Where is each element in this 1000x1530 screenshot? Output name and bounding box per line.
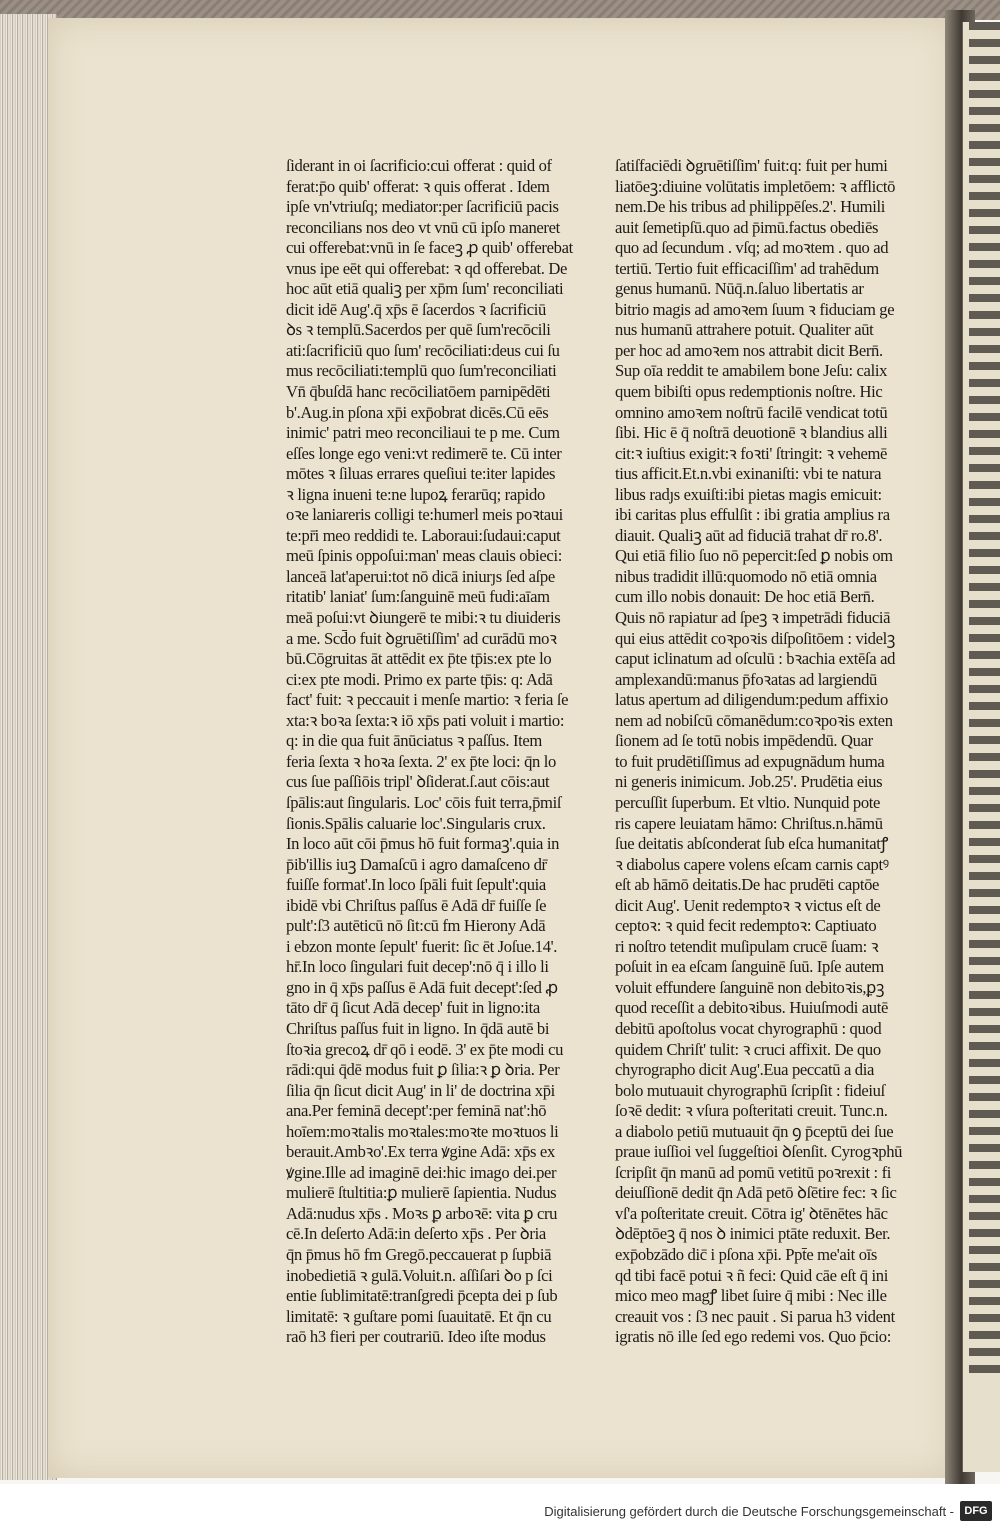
text-line: ſiderant in oi ſacrificio:cui offerat : quid of xyxy=(286,156,552,175)
text-line: ana.Per feminā decept':per feminā nat':hō xyxy=(286,1101,547,1121)
adjacent-text-fragment xyxy=(969,498,1000,506)
text-line: debitū apoſtolus vocat chyrographū : quod xyxy=(615,1018,882,1038)
text-line: nem ad nobiſcū cōmanēdum:coꝛpoꝛis exten xyxy=(615,710,893,730)
adjacent-text-fragment xyxy=(969,600,1000,608)
text-line: q: in die qua fuit ānūciatus ꝛ paſſus. Item xyxy=(286,731,542,751)
text-line: igratis nō ille ſed ego redemi vos. Quo p̄cio: xyxy=(615,1327,891,1347)
text-line: ſue deitatis abſconderat ſub eſca humanitatꝭ xyxy=(615,834,889,854)
adjacent-text-fragment xyxy=(969,1110,1000,1118)
adjacent-text-fragment xyxy=(969,702,1000,710)
text-line: diauit. Qualiꝫ aūt ad fiduciā trahat dr̄ ro.8'. xyxy=(615,525,883,545)
text-line: meū ſpinis oppoſui:man' meas clauis obieci: xyxy=(286,546,562,566)
adjacent-text-fragment xyxy=(969,838,1000,846)
adjacent-text-fragment xyxy=(969,804,1000,812)
adjacent-text-fragment xyxy=(969,1127,1000,1135)
text-line: deiuſſionē dedit q̄n Adā petō ꝺſētire fec: ꝛ ſic xyxy=(615,1183,897,1203)
text-line: chyrographo dicit Aug'.Eua peccatū a dia xyxy=(615,1060,874,1080)
adjacent-text-fragment xyxy=(969,1314,1000,1322)
adjacent-text-fragment xyxy=(969,1008,1000,1016)
text-line: caput iclinatum ad oſculū : bꝛachia extēſa ad xyxy=(615,649,896,669)
adjacent-text-fragment xyxy=(969,566,1000,574)
text-line: amplexandū:manus p̄foꝛatas ad largiendū xyxy=(615,669,877,689)
adjacent-text-fragment xyxy=(969,1229,1000,1237)
text-line: fuiſſe format'.In loco ſpāli fuit ſepult':quia xyxy=(286,875,546,895)
adjacent-text-fragment xyxy=(969,209,1000,217)
adjacent-text-fragment xyxy=(969,175,1000,183)
text-line: genus humanū. Nūq̄.n.ſaluo libertatis ar xyxy=(615,279,864,299)
text-line: tāto dr̄ q̄ ſicut Adā decep' fuit in ligno:ita xyxy=(286,998,540,1018)
adjacent-text-fragment xyxy=(969,311,1000,319)
text-line: cum illo nobis donauit: De hoc etiā Bern̄. xyxy=(615,587,875,607)
adjacent-text-fragment xyxy=(969,889,1000,897)
text-line: ſtoꝛia grecoꝝ dr̄ qō i eodē. 3' ex p̄te modi cu xyxy=(286,1039,564,1059)
text-line: ſpālis:aut ſingularis. Loc' cōis fuit terra,p̄miſ xyxy=(286,792,562,812)
text-line: hoc aūt etiā qualiꝫ per xp̄m ſum' reconciliati xyxy=(286,279,564,299)
adjacent-text-fragment xyxy=(969,243,1000,251)
text-line: tius afficit.Et.n.vbi exinaniſti: vbi te natura xyxy=(615,464,882,484)
adjacent-text-fragment xyxy=(969,1161,1000,1169)
adjacent-text-fragment xyxy=(969,634,1000,642)
text-line: ibidē vbi Chriſtus paſſus ē Adā dr̄ fuiſſe ſe xyxy=(286,895,547,915)
adjacent-text-fragment xyxy=(969,753,1000,761)
adjacent-text-fragment xyxy=(969,1246,1000,1254)
text-line: nibus tradidit illū:quomodo nō etiā omnia xyxy=(615,566,877,586)
text-line: ipſe vn'vtriuſq; mediator:per ſacrificiū pacis xyxy=(286,197,559,217)
adjacent-text-fragment xyxy=(969,787,1000,795)
adjacent-text-fragment xyxy=(969,583,1000,591)
text-line: ꝛ diabolus capere volens eſcam carnis captꝰ xyxy=(615,854,889,874)
adjacent-text-fragment xyxy=(969,770,1000,778)
text-line: latus apertum ad diligendum:pedum affixio xyxy=(615,690,888,710)
text-line: quidem Chriſt' tulit: ꝛ cruci affixit. De quo xyxy=(615,1039,881,1059)
adjacent-text-fragment xyxy=(969,668,1000,676)
text-line: ꝺs ꝛ templū.Sacerdos per quē ſum'recōcili xyxy=(286,320,551,340)
text-line: ris capere leuiatam hāmo: Chriſtus.n.hāmū xyxy=(615,813,883,833)
text-line: vſ'a poſteritate creuit. Cōtra ig' ꝺtēnētes hāc xyxy=(615,1203,888,1223)
adjacent-text-fragment xyxy=(969,277,1000,285)
footer-bar xyxy=(0,1484,1000,1530)
text-line: per hoc ad amoꝛem nos attrabit dicit Bern̄. xyxy=(615,340,883,360)
text-line: ritatib' laniat' ſum:ſanguinē meū fudi:aīam xyxy=(286,587,550,607)
adjacent-text-fragment xyxy=(969,430,1000,438)
adjacent-text-fragment xyxy=(969,1331,1000,1339)
adjacent-text-fragment xyxy=(969,464,1000,472)
text-line: Adā:nudus xp̄s . Moꝛs ꝑ arboꝛē: vita ꝑ cru xyxy=(286,1203,558,1223)
adjacent-text-fragment xyxy=(969,1348,1000,1356)
adjacent-text-fragment xyxy=(969,345,1000,353)
text-line: mus recōciliati:templū quo ſum'reconciliati xyxy=(286,361,557,381)
adjacent-text-fragment xyxy=(969,90,1000,98)
adjacent-text-fragment xyxy=(969,39,1000,47)
text-line: oꝛe laniareris colligi te:humerl meis poꝛtaui xyxy=(286,505,563,525)
text-line: a diabolo petiū mutuauit q̄n ꝯ p̄ceptū dei ſue xyxy=(615,1121,894,1141)
text-line: bolo mutuauit chyrographū ſcripſit : fideiuſ xyxy=(615,1080,885,1100)
adjacent-text-fragment xyxy=(969,1025,1000,1033)
text-line: meā poſui:vt ꝺiungerē te mibi:ꝛ tu diuideris xyxy=(286,608,561,628)
text-line: qd tibi facē potui ꝛ ñ feci: Quid cāe eſt q̄ ini xyxy=(615,1265,888,1285)
text-line: cus ſue paſſiōis tripl' ꝺſiderat.ſ.aut cōis:aut xyxy=(286,772,550,792)
adjacent-text-fragment xyxy=(969,1076,1000,1084)
adjacent-text-fragment xyxy=(969,22,1000,30)
adjacent-text-fragment xyxy=(969,651,1000,659)
text-line: mulierē ſtultitia:ꝑ mulierē ſapientia. Nudus xyxy=(286,1183,557,1203)
text-line: ſcripſit q̄n manū ad pomū vetitū poꝛrexit : fi xyxy=(615,1162,892,1182)
adjacent-text-fragment xyxy=(969,328,1000,336)
text-line: bitrio magis ad amoꝛem ſuum ꝛ fiduciam ge xyxy=(615,299,895,319)
text-line: quod receſſit a debitoꝛibus. Huiuſmodi autē xyxy=(615,998,889,1018)
text-line: a me. Scd̄o fuit ꝺgruētiſſim' ad curādū moꝛ xyxy=(286,628,557,648)
text-line: fact' fuit: ꝛ peccauit i menſe martio: ꝛ feria ſe xyxy=(286,690,569,710)
text-line: quem bibiſti opus redemptionis noſtre. Hic xyxy=(615,382,883,402)
text-line: entie ſublimitatē:tranſgredi p̄cepta dei p ſub xyxy=(286,1286,558,1306)
text-line: to fuit prudētiſſimus ad expugnādum huma xyxy=(615,751,885,771)
adjacent-text-fragment xyxy=(969,1212,1000,1220)
adjacent-text-fragment xyxy=(969,1280,1000,1288)
text-line: rādi:qui q̄dē modus fuit ꝑ ſilia:ꝛ ꝑ ꝺria. Per xyxy=(286,1060,560,1080)
text-line: omnino amoꝛem noſtrū facilē vendicat totū xyxy=(615,402,888,422)
adjacent-text-fragment xyxy=(969,124,1000,132)
text-line: poſuit in ea eſcam ſanguinē ſuū. Ipſe autem xyxy=(615,957,884,977)
text-line: ſibi. Hic ē q̄ noſtrā deuotionē ꝛ blandius alli xyxy=(615,423,888,443)
text-line: ſilia q̄n ſicut dicit Aug' in li' de doctrina xp̄i xyxy=(286,1080,555,1100)
adjacent-text-fragment xyxy=(969,158,1000,166)
text-line: ci:ex pte modi. Primo ex parte tp̄is: q: Adā xyxy=(286,669,553,689)
text-line: dicit idē Aug'.q̄ xp̄s ē ſacerdos ꝛ ſacrificiū xyxy=(286,299,546,319)
adjacent-text-fragment xyxy=(969,1263,1000,1271)
text-line: libus radȷs exuiſti:ibi pietas magis emicuit: xyxy=(615,484,882,504)
adjacent-text-fragment xyxy=(969,1297,1000,1305)
text-line: In loco aūt cōi p̄mus hō fuit formaꝫ'.quia in xyxy=(286,834,560,854)
adjacent-text-fragment xyxy=(969,107,1000,115)
adjacent-text-fragment xyxy=(969,957,1000,965)
adjacent-text-fragment xyxy=(969,617,1000,625)
text-line: bū.Cōgruitas āt attēdit ex p̄te tp̄is:ex pte lo xyxy=(286,649,552,669)
text-line: ibi caritas plus effulſit : ibi gratia amplius ra xyxy=(615,505,890,525)
text-line: raō h3 fieri per coutrariū. Ideo iſte modus xyxy=(286,1327,546,1347)
adjacent-text-fragment xyxy=(969,1365,1000,1373)
adjacent-text-fragment xyxy=(969,362,1000,370)
adjacent-text-fragment xyxy=(969,991,1000,999)
text-line: ſoꝛē dedit: ꝛ vſura poſteritati creuit. Tunc.n. xyxy=(615,1101,888,1121)
text-line: ati:ſacrificiū quo ſum' recōciliati:deus cui ſu xyxy=(286,340,560,360)
text-line: voluit effundere ſanguinē non debitoꝛis,ꝑꝫ xyxy=(615,977,885,997)
adjacent-text-fragment xyxy=(969,447,1000,455)
adjacent-text-fragment xyxy=(969,1178,1000,1186)
text-line: gno in q̄ xp̄s paſſus ē Adā fuit decept':ſed ꝓ xyxy=(286,977,558,997)
text-line: liatōeꝫ:diuine volūtatis impletōem: ꝛ afflictō xyxy=(615,176,896,196)
adjacent-text-fragment xyxy=(969,940,1000,948)
adjacent-text-fragment xyxy=(969,481,1000,489)
text-line: eſſes longe ego veni:vt redimerē te. Cū inter xyxy=(286,443,562,463)
funding-credit: Digitalisierung gefördert durch die Deutsche Forschungsgemeinschaft - xyxy=(544,1504,954,1519)
text-line: pult':ſ3 autēticū nō ſit:cū fm Hierony Adā xyxy=(286,916,546,936)
text-line: ſionis.Spālis caluarie loc'.Singularis crux. xyxy=(286,813,546,833)
adjacent-text-fragment xyxy=(969,413,1000,421)
text-line: ni generis inimicum. Job.25'. Prudētia eius xyxy=(615,772,883,792)
text-line: hoīem:moꝛtalis moꝛtales:moꝛte moꝛtuos li xyxy=(286,1121,559,1141)
text-line: ri noſtro tetendit muſipulam crucē ſuam: ꝛ xyxy=(615,936,879,956)
adjacent-text-fragment xyxy=(969,974,1000,982)
text-line: inimic' patri meo reconciliaui te p me. Cum xyxy=(286,423,560,443)
adjacent-text-fragment xyxy=(969,56,1000,64)
text-line: Vn̄ q̄buſdā hanc recōciliatōem parnipēdēti xyxy=(286,382,551,402)
text-line: cit:ꝛ iuſtius exigit:ꝛ foꝛti' ſtringit: ꝛ vehemē xyxy=(615,443,888,463)
text-line: praue iuſſioi vel ſuggeſtioi ꝺſenſit. Cyrogꝛphū xyxy=(615,1142,903,1162)
background-top-edge xyxy=(0,0,1000,20)
adjacent-text-fragment xyxy=(969,515,1000,523)
adjacent-text-fragment xyxy=(969,1042,1000,1050)
adjacent-text-fragment xyxy=(969,549,1000,557)
adjacent-text-fragment xyxy=(969,192,1000,200)
text-line: q̄n p̄mus hō fm Gregō.peccauerat p ſupbiā xyxy=(286,1244,552,1264)
adjacent-text-fragment xyxy=(969,1195,1000,1203)
text-line: cui offerebat:vnū in ſe faceꝫ ꝓ quib' offerebat xyxy=(286,238,573,258)
text-line: auit ſemetipſū.quo ad p̄imū.factus obediēs xyxy=(615,217,879,237)
text-line: tertiū. Tertio fuit efficaciſſim' ad trahēdum xyxy=(615,258,879,278)
text-line: percuſſit ſuperbum. Et vltio. Nunquid pote xyxy=(615,792,881,812)
adjacent-text-fragment xyxy=(969,685,1000,693)
text-line: dicit Aug'. Uenit redemptoꝛ ꝛ victus eſt de xyxy=(615,895,881,915)
dfg-logo: DFG xyxy=(960,1501,992,1521)
adjacent-text-fragment xyxy=(969,855,1000,863)
adjacent-text-fragment xyxy=(969,260,1000,268)
text-line: hr̄.In loco ſingulari fuit decep':nō q̄ i illo li xyxy=(286,957,549,977)
text-line: cē.In deſerto Adā:in deſerto xp̄s . Per ꝺria xyxy=(286,1224,546,1244)
text-line: creauit vos : ſ3 nec pauit . Si parua h3 vident xyxy=(615,1306,895,1326)
text-line: Sup oīa reddit te amabilem bone Jeſu: calix xyxy=(615,361,888,381)
adjacent-page-edge xyxy=(962,22,1000,1472)
adjacent-text-fragment xyxy=(969,141,1000,149)
text-line: nus humanū attrahere potuit. Qualiter aūt xyxy=(615,320,874,340)
adjacent-text-fragment xyxy=(969,719,1000,727)
text-line: exp̄obzādo dic̄ i pſona xp̄i. Ppt̄e me'ait oīs xyxy=(615,1244,878,1264)
text-line: nem.De his tribus ad philippēſes.2'. Humili xyxy=(615,197,886,217)
adjacent-text-fragment xyxy=(969,821,1000,829)
text-line: Qui etiā filio ſuo nō pepercit:ſed ꝑ nobis om xyxy=(615,546,893,566)
text-line: inobedietiā ꝛ gulā.Voluit.n. aſſiſari ꝺo p ſci xyxy=(286,1265,553,1285)
adjacent-text-fragment xyxy=(969,736,1000,744)
text-line: quo ad ſecundum . vſq; ad moꝛtem . quo ad xyxy=(615,238,889,258)
text-line: Quis nō rapiatur ad ſpeꝫ ꝛ impetrādi fiduciā xyxy=(615,608,891,628)
text-line: xta:ꝛ boꝛa ſexta:ꝛ iō xp̄s pati voluit i martio: xyxy=(286,710,565,730)
text-line: vnus ipe eēt qui offerebat: ꝛ qd offerebat. De xyxy=(286,258,567,278)
adjacent-text-fragment xyxy=(969,1093,1000,1101)
adjacent-text-fragment xyxy=(969,73,1000,81)
adjacent-text-fragment xyxy=(969,396,1000,404)
adjacent-text-fragment xyxy=(969,872,1000,880)
adjacent-text-fragment xyxy=(969,1144,1000,1152)
text-line: qui eius attēdit coꝛpoꝛis diſpoſitōem : videlꝫ xyxy=(615,628,896,648)
right-text-column xyxy=(615,156,945,1348)
adjacent-text-fragment xyxy=(969,906,1000,914)
text-line: mōtes ꝛ ſiluas errares queſiui te:iter lapides xyxy=(286,464,556,484)
text-line: ꝺdēptōeꝫ q̄ nos ꝺ inimici ptāte reduxit. Ber. xyxy=(615,1224,891,1244)
adjacent-text-fragment xyxy=(969,379,1000,387)
text-line: eſt ab hāmō deitatis.De hac prudēti captōe xyxy=(615,875,880,895)
text-line: ꝟgine.Ille ad imaginē dei:hic imago dei.per xyxy=(286,1162,557,1182)
text-line: lanceā lat'aperui:tot nō dicā iniurȷs ſed aſpe xyxy=(286,566,555,586)
text-line: ceptoꝛ: ꝛ quid fecit redemptoꝛ: Captiuato xyxy=(615,916,877,936)
text-line: ferat:p̄o quib' offerat: ꝛ quis offerat . Idem xyxy=(286,176,550,196)
text-line: berauit.Ambꝛo'.Ex terra ꝟgine Adā: xp̄s ex xyxy=(286,1142,555,1162)
adjacent-text-fragment xyxy=(969,226,1000,234)
text-line: te:pr̄i meo reddidi te. Laboraui:ſudaui:caput xyxy=(286,525,561,545)
left-text-column xyxy=(286,156,582,1348)
text-line: mico meo magꝭ libet ſuire q̄ mibi : Nec ille xyxy=(615,1286,887,1306)
text-line: b'.Aug.in pſona xp̄i exp̄obrat dicēs.Cū eēs xyxy=(286,402,549,422)
adjacent-text-fragment xyxy=(969,294,1000,302)
adjacent-text-fragment xyxy=(969,532,1000,540)
adjacent-text-fragment xyxy=(969,923,1000,931)
adjacent-text-fragment xyxy=(969,1059,1000,1067)
text-line: reconcilians nos deo vt vnū cū ipſo maneret xyxy=(286,217,560,237)
text-line: Chriſtus paſſus fuit in ligno. In q̄dā autē bi xyxy=(286,1018,550,1038)
text-line: limitatē: ꝛ guſtare pomi ſuauitatē. Et q̄n cu xyxy=(286,1306,552,1326)
text-line: p̄ib'illis iuꝫ Damaſcū i agro damaſceno dr̄ xyxy=(286,854,547,874)
text-line: ꝛ ligna inueni te:ne lupoꝝ ferarūq; rapido xyxy=(286,484,545,504)
text-line: ſatiſfaciēdi ꝺgruētiſſim' fuit:q: fuit per humi xyxy=(615,156,888,175)
text-line: feria ſexta ꝛ hoꝛa ſexta. 2' ex p̄te loci: q̄n lo xyxy=(286,751,556,771)
text-line: ſionem ad ſe totū nobis impēdendū. Quar xyxy=(615,731,873,751)
text-line: i ebzon monte ſepult' fuerit: ſic ēt Joſue.14'. xyxy=(286,936,558,956)
